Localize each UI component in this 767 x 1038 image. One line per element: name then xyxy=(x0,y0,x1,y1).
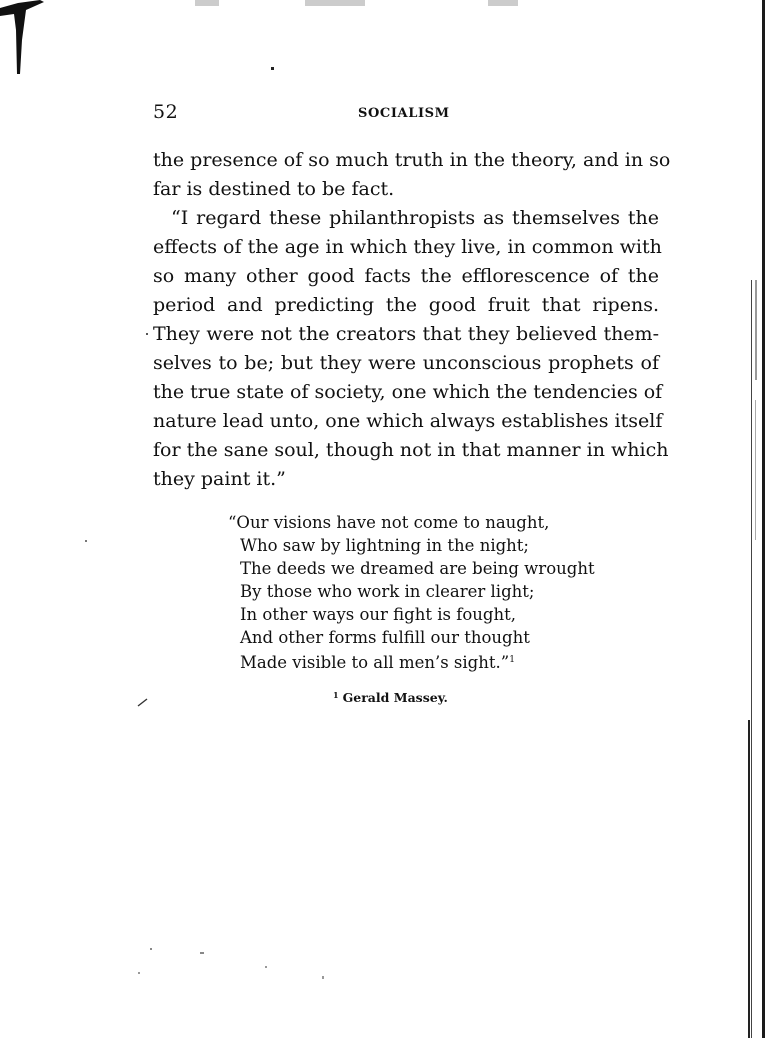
body-line: for the sane soul, though not in that manner in which xyxy=(153,439,669,461)
body-line: effects of the age in which they live, in common with xyxy=(153,236,662,258)
body-line: nature lead unto, one which always establishes itself xyxy=(153,410,663,432)
body-line: far is destined to be fact. xyxy=(153,178,395,200)
poem-line: By those who work in clearer light; xyxy=(240,582,535,601)
footnote-marker: 1 xyxy=(333,690,339,700)
poem-line: In other ways our fight is fought, xyxy=(240,605,516,624)
body-line: the presence of so much truth in the theory, and in so xyxy=(153,149,671,171)
body-paragraphs xyxy=(153,146,671,494)
body-line: period and predicting the good fruit that ripens. xyxy=(153,294,659,316)
poem-line-last xyxy=(228,649,595,674)
poem-line: The deeds we dreamed are being wrought xyxy=(240,559,595,578)
poem-line-text: Made visible to all men’s sight.” xyxy=(240,653,510,672)
body-line: “I regard these philanthropists as themselves the xyxy=(171,207,659,229)
page-number: 52 xyxy=(153,101,179,123)
body-line: so many other good facts the efflorescence of the xyxy=(153,265,659,287)
footnote xyxy=(333,690,448,705)
footnote-text: Gerald Massey. xyxy=(342,690,448,705)
footnote-reference: 1 xyxy=(509,655,515,665)
body-line: the true state of society, one which the tendencies of xyxy=(153,381,663,403)
body-line: they paint it.” xyxy=(153,468,286,490)
body-line: selves to be; but they were unconscious prophets of xyxy=(153,352,659,374)
poem-line: “Our visions have not come to naught, xyxy=(228,513,550,532)
body-line: They were not the creators that they believed them- xyxy=(153,323,659,345)
poem-line: Who saw by lightning in the night; xyxy=(240,536,529,555)
running-title: SOCIALISM xyxy=(358,106,450,121)
poem-quotation xyxy=(228,511,595,674)
poem-line: And other forms fulfill our thought xyxy=(240,628,530,647)
